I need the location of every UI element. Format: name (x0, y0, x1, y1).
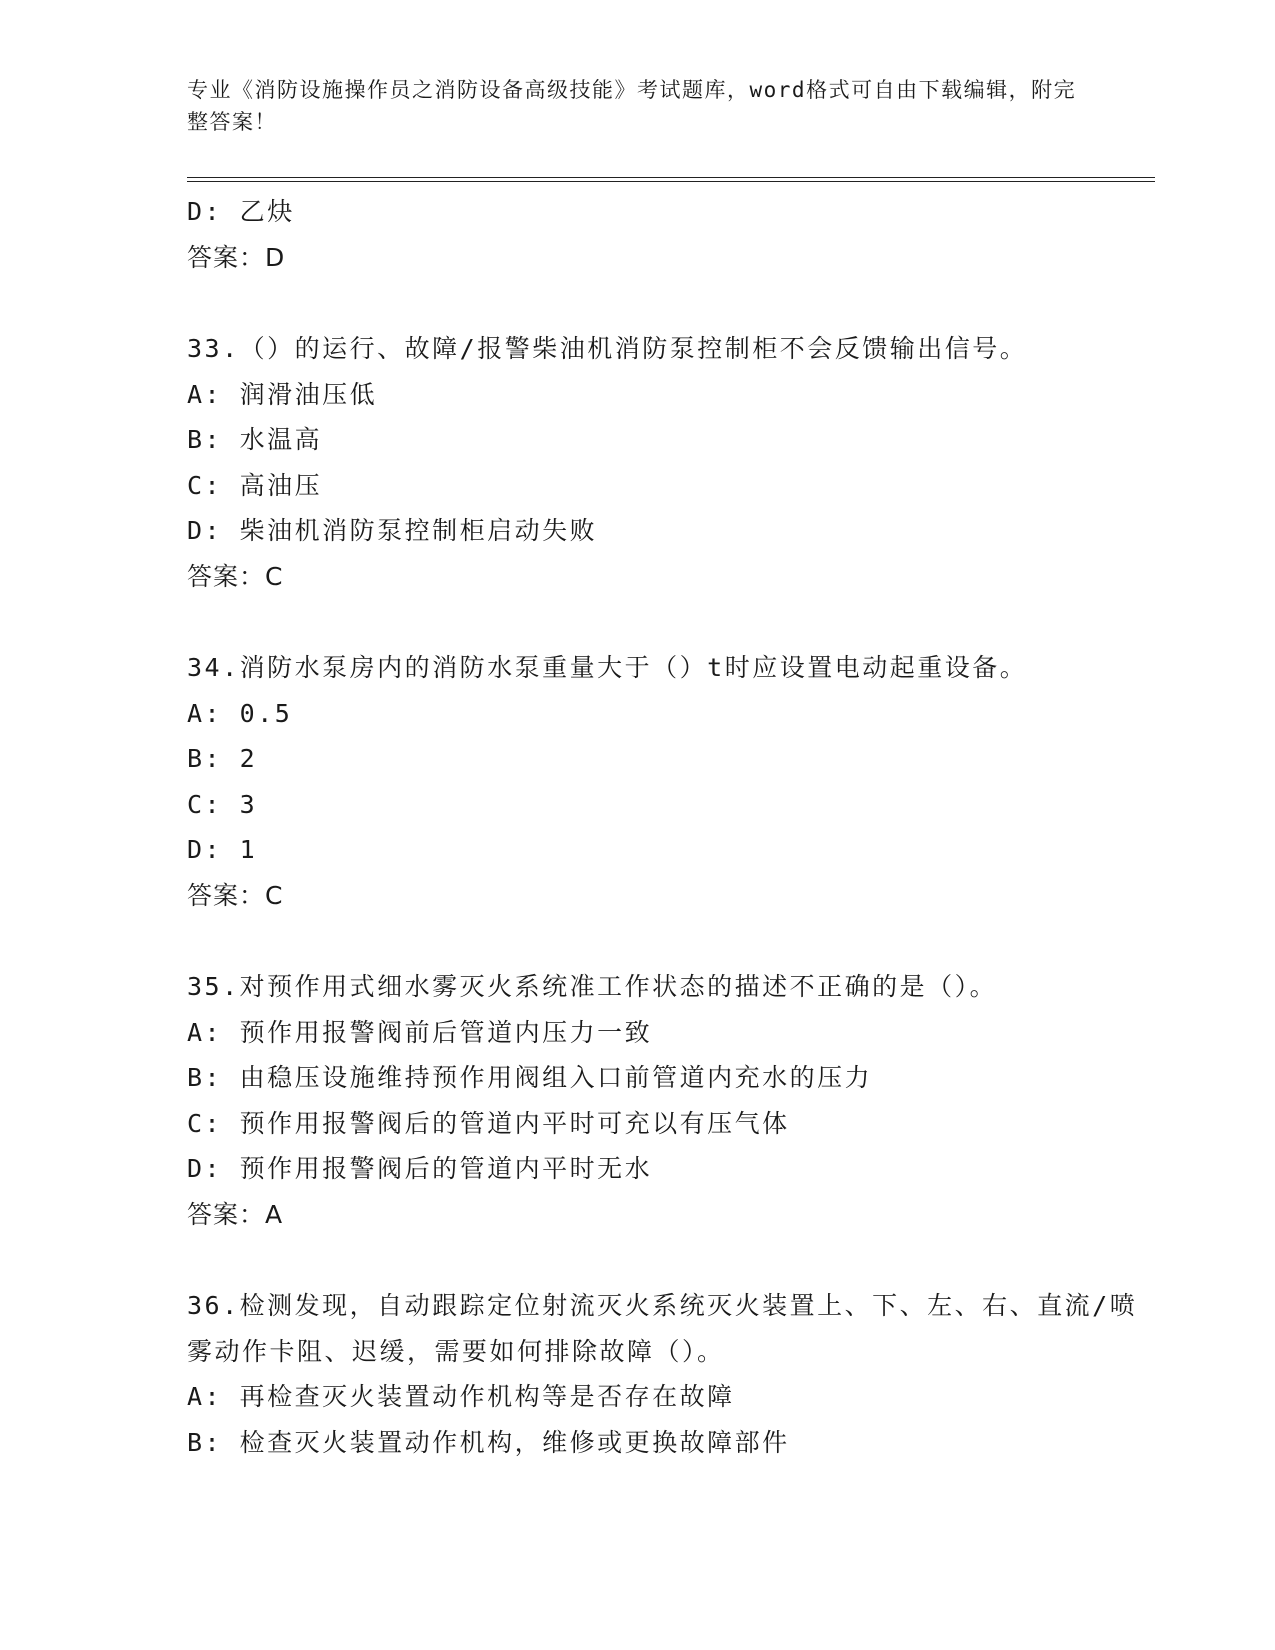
option-d: D: 预作用报警阀后的管道内平时无水 (187, 1154, 653, 1183)
question-stem: 35.对预作用式细水雾灭火系统准工作状态的描述不正确的是（）。 (187, 972, 998, 1001)
option-c: C: 3 (187, 789, 258, 819)
option-d: D: 乙炔 (187, 197, 295, 226)
answer-line: 答案：C (187, 561, 284, 591)
question-block (187, 1283, 1155, 1465)
option-b: B: 水温高 (187, 425, 323, 454)
answer-line: 答案：A (187, 1199, 284, 1229)
option-a: A: 0.5 (187, 698, 293, 728)
question-block (187, 645, 1155, 918)
header-divider-top (187, 177, 1155, 178)
option-c: C: 预作用报警阀后的管道内平时可充以有压气体 (187, 1108, 790, 1138)
option-d: D: 1 (187, 835, 258, 864)
option-a: A: 润滑油压低 (187, 379, 378, 409)
answer-line: 答案：D (187, 242, 286, 272)
option-b: B: 由稳压设施维持预作用阀组入口前管道内充水的压力 (187, 1063, 873, 1092)
option-d: D: 柴油机消防泵控制柜启动失败 (187, 516, 598, 545)
option-b: B: 检查灭火装置动作机构，维修或更换故障部件 (187, 1427, 790, 1457)
question-list (187, 189, 1155, 1465)
option-c: C: 高油压 (187, 470, 323, 500)
option-a: A: 预作用报警阀前后管道内压力一致 (187, 1017, 653, 1047)
question-stem: 34.消防水泵房内的消防水泵重量大于（）t时应设置电动起重设备。 (187, 653, 1028, 682)
question-block (187, 964, 1155, 1237)
question-block (187, 326, 1155, 599)
option-b: B: 2 (187, 744, 258, 773)
header-divider-bottom (187, 181, 1155, 182)
question-stem: 33.（）的运行、故障/报警柴油机消防泵控制柜不会反馈输出信号。 (187, 334, 1028, 363)
document-header: 专业《消防设施操作员之消防设备高级技能》考试题库，word格式可自由下载编辑，附完整答案！ (187, 78, 1077, 134)
option-a: A: 再检查灭火装置动作机构等是否存在故障 (187, 1382, 735, 1411)
question-stem: 36.检测发现，自动跟踪定位射流灭火系统灭火装置上、下、左、右、直流/喷雾动作卡阻、迟缓，需要如何排除故障（）。 (187, 1291, 1138, 1366)
answer-line: 答案：C (187, 880, 284, 910)
